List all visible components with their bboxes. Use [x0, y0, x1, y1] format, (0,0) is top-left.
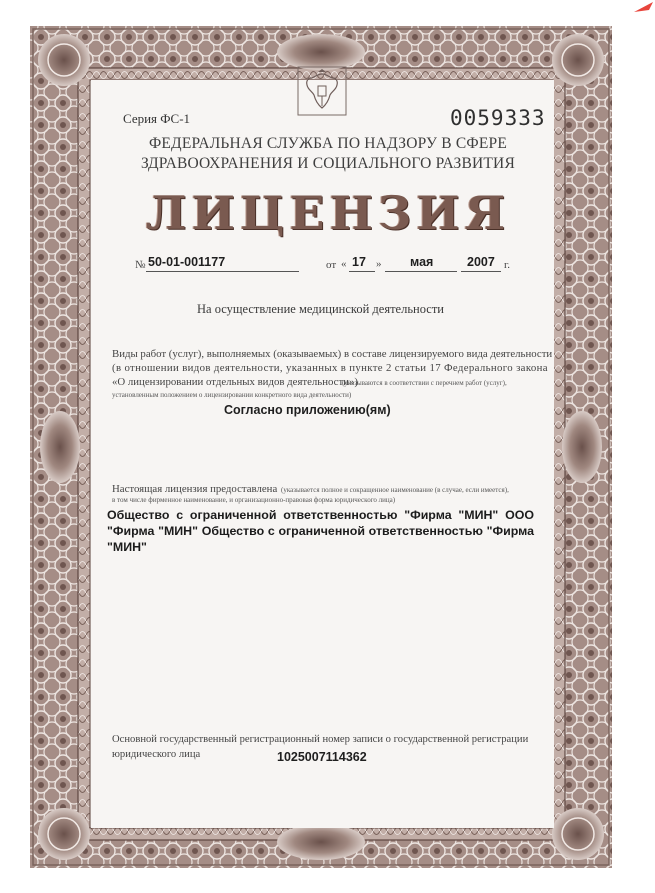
number-prefix: № — [135, 259, 146, 271]
works-line-3-note: (указываются в соответствии с перечнем работ (услуг), — [342, 379, 507, 387]
granted-note-2: в том числе фирменное наименование, и организационно-правовая форма юридического лица) — [112, 496, 396, 504]
coat-of-arms-icon — [297, 66, 347, 116]
year-suffix: г. — [504, 259, 511, 271]
quote-open: « — [341, 258, 347, 270]
registration-line-2: юридического лица — [112, 749, 201, 760]
license-year: 2007 — [467, 255, 495, 269]
granted-note-1: (указывается полное и сокращенное наименование (в случае, если имеется), — [281, 486, 509, 494]
series-label: Серия ФС-1 — [123, 111, 191, 126]
works-line-4-note: установленным положением о лицензировании конкретного вида деятельности) — [112, 391, 352, 399]
registration-line-1: Основной государственный регистрационный номер записи о государственной регистрации — [112, 734, 529, 745]
works-line-3: «О лицензировании отдельных видов деятельности») — [112, 376, 358, 388]
license-day: 17 — [352, 255, 366, 269]
corner-arrow-icon — [632, 0, 655, 14]
serial-number: 0059333 — [450, 106, 546, 130]
granted-label: Настоящая лицензия предоставлена — [112, 483, 278, 495]
day-underline — [349, 271, 375, 272]
quote-close: » — [376, 258, 382, 270]
agency-name-line-1: ФЕДЕРАЛЬНАЯ СЛУЖБА ПО НАДЗОРУ В СФЕРЕ — [148, 135, 508, 152]
works-value: Согласно приложению(ям) — [224, 403, 391, 417]
licensee-name: Общество с ограниченной ответственностью "Фирма "МИН" ООО "Фирма "МИН" Общество с ограниченной ответственностью "Фирма "МИН" — [107, 508, 534, 554]
works-line-2: (в отношении видов деятельности, указанных в пункте 2 статьи 17 Федерального закона — [112, 362, 548, 374]
document-title: ЛИЦЕНЗИЯ — [145, 186, 511, 240]
year-underline — [461, 271, 501, 272]
license-month: мая — [410, 255, 434, 269]
works-line-1: Виды работ (услуг), выполняемых (оказываемых) в составе лицензируемого вида деятельности — [112, 348, 553, 360]
registration-number: 1025007114362 — [277, 750, 367, 764]
date-prefix: от — [326, 259, 337, 271]
license-number-underline — [146, 271, 299, 272]
month-underline — [385, 271, 457, 272]
agency-name-line-2: ЗДРАВООХРАНЕНИЯ И СОЦИАЛЬНОГО РАЗВИТИЯ — [141, 155, 515, 172]
license-number: 50-01-001177 — [148, 255, 226, 269]
activity-type: На осуществление медицинской деятельности — [197, 302, 444, 316]
